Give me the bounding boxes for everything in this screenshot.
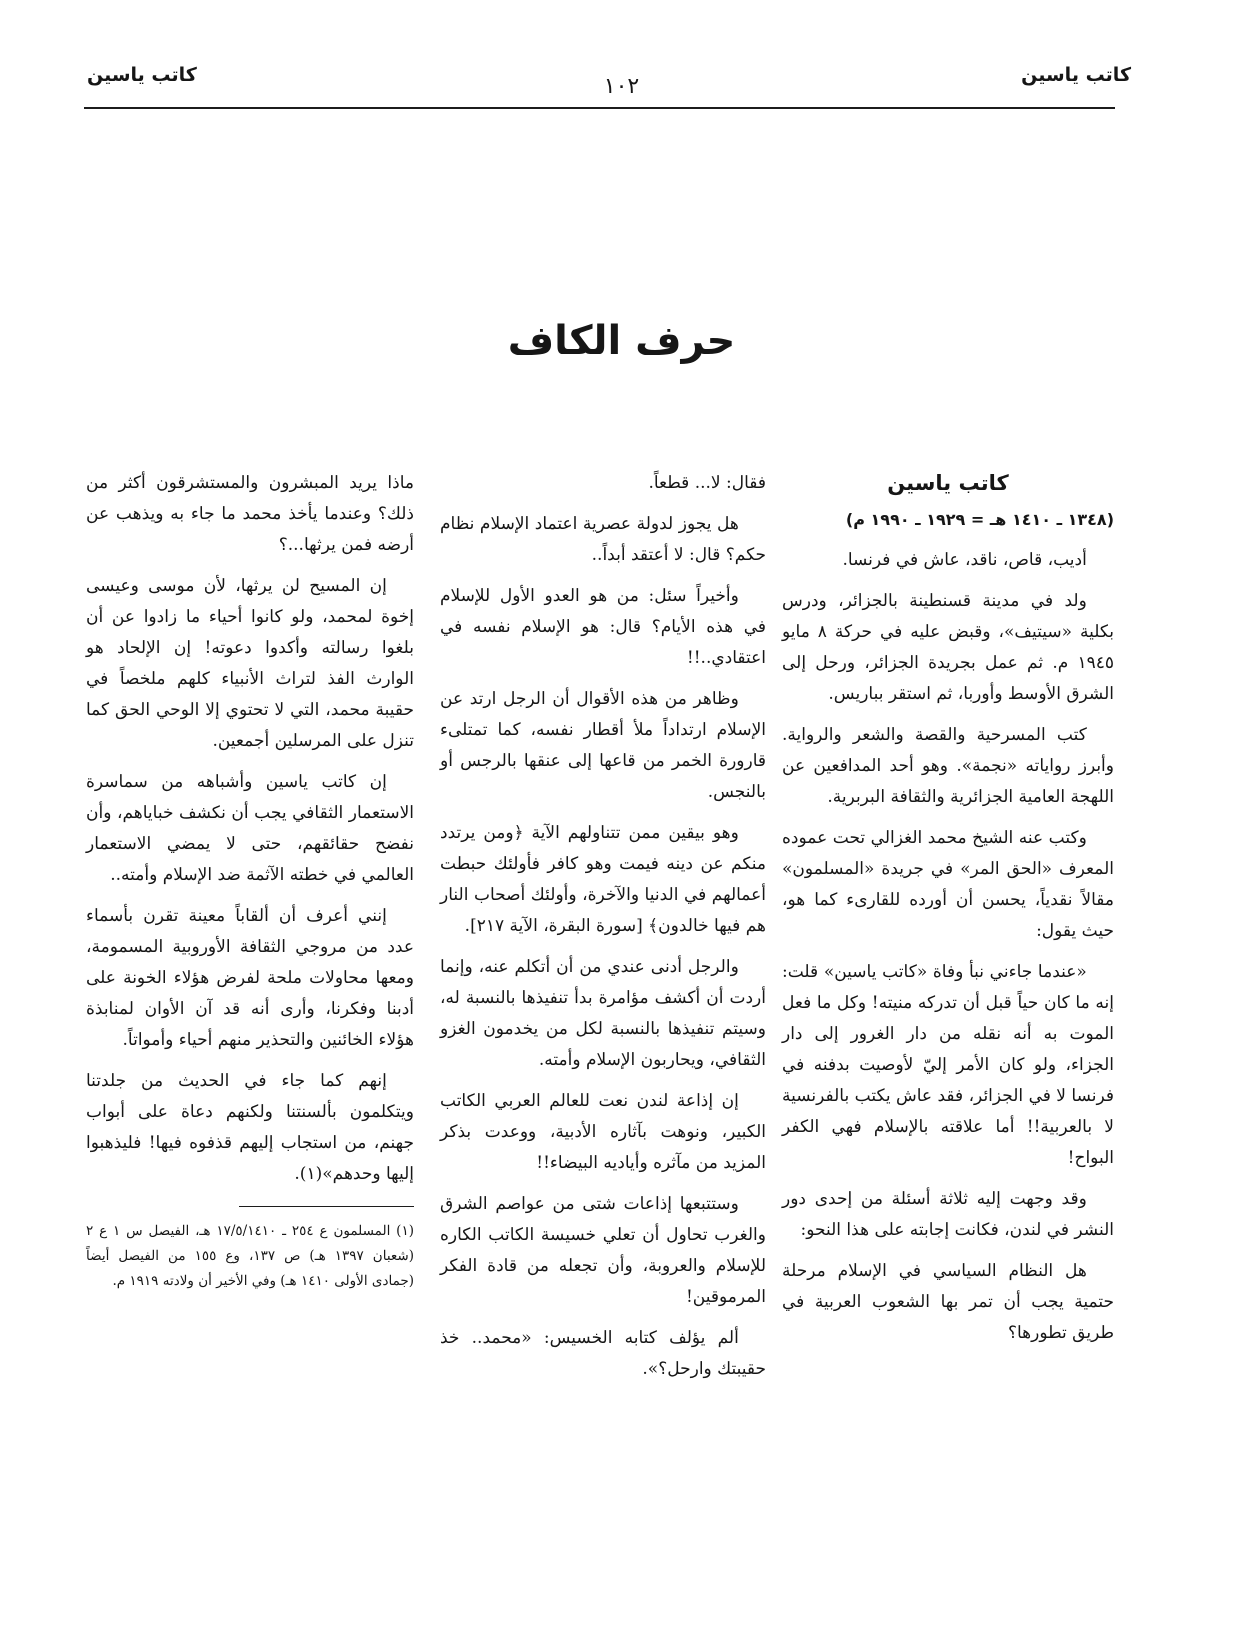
paragraph: «عندما جاءني نبأ وفاة «كاتب ياسين» قلت: إنه ما كان حياً قبل أن تدركه منيته! وكل ما فعل الموت به أنه نقله من دار الغرور إلى دار الجزاء، ولو كان الأمر إليّ لأوصيت بدفنه في فرنسا لا في الجزائر، فقد عاش يكتب بالفرنسية لا بالعربية!! أما علاقته بالإسلام فهي الكفر البواح! [782,962,1114,1168]
paragraph: إن المسيح لن يرثها، لأن موسى وعيسى إخوة لمحمد، ولو كانوا أحياء ما زادوا عن أن بلغوا رسالته وأكدوا دعوته! إن الإلحاد هو الوارث الفذ لتراث الأنبياء كلهم ملخصاً في حقيبة محمد، التي لا تحتوي إلا الوحي الحق كما تنزل على المرسلين أجمعين. [86,576,414,751]
header-rule [84,107,1115,109]
running-head-right: كاتب ياسين [1021,64,1131,86]
paragraph: وستتبعها إذاعات شتى من عواصم الشرق والغرب تحاول أن تعلي خسيسة الكاتب الكاره للإسلام والعروبة، وأن تجعله من قادة الفكر المرموقين! [440,1194,766,1307]
paragraph: هل النظام السياسي في الإسلام مرحلة حتمية يجب أن تمر بها الشعوب العربية في طريق تطورها؟ [782,1261,1114,1343]
paragraph: والرجل أدنى عندي من أن أتكلم عنه، وإنما أردت أن أكشف مؤامرة بدأ تنفيذها بالنسبة له، وسيتم تنفيذها بالنسبة لكل من يخدمون الغزو الثقافي، ويحاربون الإسلام وأمته. [440,957,766,1070]
paragraph: كتب المسرحية والقصة والشعر والرواية. وأبرز رواياته «نجمة». وهو أحد المدافعين عن اللهجة العامية الجزائرية والثقافة البربرية. [782,725,1114,807]
paragraph: وكتب عنه الشيخ محمد الغزالي تحت عموده المعرف «الحق المر» في جريدة «المسلمون» مقالاً نقدياً، يحسن أن أورده للقارىء كما هو، حيث يقول: [782,828,1114,941]
column-right [782,468,1114,1359]
paragraph: إنني أعرف أن ألقاباً معينة تقرن بأسماء عدد من مروجي الثقافة الأوروبية المسمومة، ومعها محاولات ملحة لفرض هؤلاء الخونة على أدبنا وفكرنا، وأرى أنه قد آن الأوان لمنابذة هؤلاء الخائنين والتحذير منهم أحياء وأمواتاً. [86,906,414,1050]
section-title: حرف الكاف [507,318,736,364]
paragraph: هل يجوز لدولة عصرية اعتماد الإسلام نظام حكم؟ قال: لا أعتقد أبداً.. [440,514,766,565]
page-number: ١٠٢ [603,74,640,99]
paragraph: وهو بيقين ممن تتناولهم الآية ﴿ومن يرتدد منكم عن دينه فيمت وهو كافر فأولئك حبطت أعمالهم في الدنيا والآخرة، وأولئك أصحاب النار هم فيها خالدون﴾ [سورة البقرة، الآية ٢١٧]. [440,823,766,936]
paragraph: إن كاتب ياسين وأشباهه من سماسرة الاستعمار الثقافي يجب أن نكشف خباياهم، وأن نفضح حقائقهم، حتى لا يمضي الاستعمار العالمي في خطته الآثمة ضد الإسلام وأمته.. [86,772,414,885]
paragraph: فقال: لا... قطعاً. [648,473,766,493]
paragraph: إنهم كما جاء في الحديث من جلدتنا ويتكلمون بألسنتنا ولكنهم دعاة على أبواب جهنم، من استجاب إليهم قذفوه فيها! فليذهبوا إليها وحدهم»(١). [86,1071,414,1184]
paragraph: وقد وجهت إليه ثلاثة أسئلة من إحدى دور النشر في لندن، فكانت إجابته على هذا النحو: [782,1189,1114,1240]
paragraph: وأخيراً سئل: من هو العدو الأول للإسلام في هذه الأيام؟ قال: هو الإسلام نفسه في اعتقادي..!! [440,586,766,668]
paragraph: ألم يؤلف كتابه الخسيس: «محمد.. خذ حقيبتك وارحل؟». [440,1328,766,1379]
paragraph: ولد في مدينة قسنطينة بالجزائر، ودرس بكلية «سيتيف»، وقبض عليه في حركة ٨ مايو ١٩٤٥ م. ثم عمل بجريدة الجزائر، ورحل إلى الشرق الأوسط وأوربا، ثم استقر بباريس. [782,591,1114,704]
column-middle [440,468,766,1395]
entry-dates: (١٣٤٨ ـ ١٤١٠ هـ = ١٩٢٩ ـ ١٩٩٠ م) [845,510,1114,529]
footnote: (١) المسلمون ع ٢٥٤ ـ ١٧/٥/١٤١٠ هـ، الفيصل س ١ ع ٢ (شعبان ١٣٩٧ هـ) ص ١٣٧، وع ١٥٥ من الفيصل أيضاً (جمادى الأولى ١٤١٠ هـ) وفي الأخير أن ولادته ١٩١٩ م. [86,1223,415,1289]
entry-name: كاتب ياسين [887,471,1009,495]
paragraph: أديب، قاص، ناقد، عاش في فرنسا. [842,550,1087,570]
footnote-rule [239,1206,414,1207]
running-head-left: كاتب ياسين [87,64,197,86]
column-left [86,468,414,1304]
paragraph: وظاهر من هذه الأقوال أن الرجل ارتد عن الإسلام ارتداداً ملأ أقطار نفسه، كما تمتلىء قارورة الخمر من قاعها إلى عنقها بالرجس أو بالنجس. [440,689,766,802]
paragraph: ماذا يريد المبشرون والمستشرقون أكثر من ذلك؟ وعندما يأخذ محمد ما جاء به ويذهب عن أرضه فمن يرثها...؟ [86,473,414,555]
paragraph: إن إذاعة لندن نعت للعالم العربي الكاتب الكبير، ونوهت بآثاره الأدبية، ووعدت بذكر المزيد من مآثره وأياديه البيضاء!! [440,1091,766,1173]
